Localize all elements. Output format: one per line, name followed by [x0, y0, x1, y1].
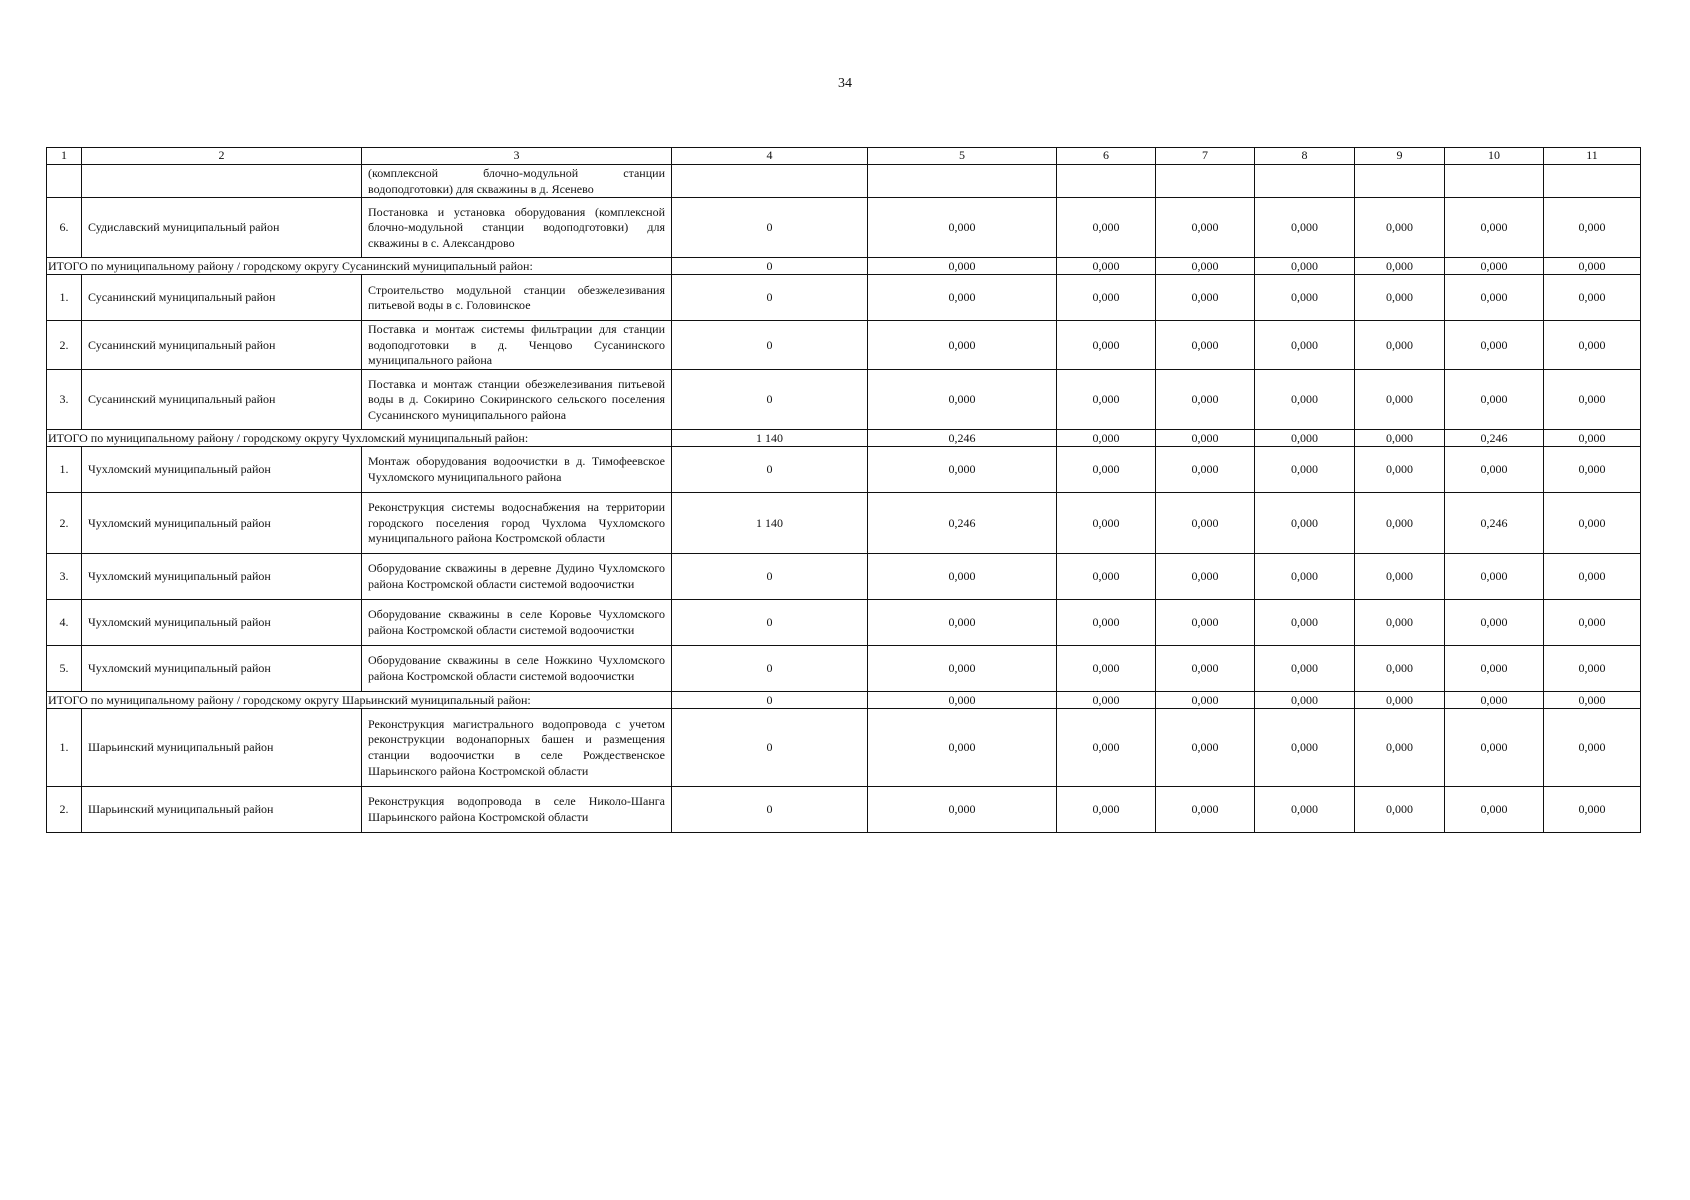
- header-cell: 9: [1355, 148, 1445, 165]
- district-name: Чухломский муниципальный район: [82, 553, 362, 599]
- value-cell: 0,000: [1156, 198, 1255, 258]
- row-number: 1.: [47, 275, 82, 321]
- value-cell: 0,000: [1544, 429, 1641, 446]
- value-cell: 0,000: [1544, 321, 1641, 370]
- value-cell: 1 140: [672, 429, 868, 446]
- value-cell: [1355, 165, 1445, 198]
- row-number: 1.: [47, 708, 82, 786]
- value-cell: 0,000: [1445, 645, 1544, 691]
- value-cell: 0,000: [1544, 258, 1641, 275]
- value-cell: 0,000: [1255, 492, 1355, 553]
- district-name: Сусанинский муниципальный район: [82, 275, 362, 321]
- district-name: Сусанинский муниципальный район: [82, 321, 362, 370]
- value-cell: 0,000: [1544, 198, 1641, 258]
- value-cell: 0,246: [1445, 492, 1544, 553]
- value-cell: 0,000: [1057, 275, 1156, 321]
- budget-table: [46, 147, 1641, 833]
- value-cell: 0,000: [1057, 198, 1156, 258]
- value-cell: [672, 165, 868, 198]
- value-cell: 0,000: [1057, 321, 1156, 370]
- district-name: Чухломский муниципальный район: [82, 446, 362, 492]
- value-cell: [1445, 165, 1544, 198]
- value-cell: 0,246: [868, 429, 1057, 446]
- header-cell: 11: [1544, 148, 1641, 165]
- value-cell: 0,000: [1255, 599, 1355, 645]
- row-number: 3.: [47, 369, 82, 429]
- header-cell: 3: [362, 148, 672, 165]
- value-cell: 0,000: [1355, 258, 1445, 275]
- value-cell: 0,000: [1445, 446, 1544, 492]
- value-cell: 0: [672, 275, 868, 321]
- value-cell: 0,000: [1255, 446, 1355, 492]
- value-cell: 0,000: [1057, 492, 1156, 553]
- header-cell: 1: [47, 148, 82, 165]
- table-row: [47, 708, 1641, 786]
- value-cell: 0,000: [1255, 691, 1355, 708]
- value-cell: 0,000: [1057, 691, 1156, 708]
- district-name: Шарьинский муниципальный район: [82, 708, 362, 786]
- value-cell: 0,000: [868, 553, 1057, 599]
- value-cell: 0,000: [1355, 198, 1445, 258]
- value-cell: 0,000: [1057, 786, 1156, 832]
- value-cell: 0,000: [1355, 691, 1445, 708]
- value-cell: 0,000: [1255, 429, 1355, 446]
- value-cell: 0,000: [1355, 786, 1445, 832]
- value-cell: 0,000: [1355, 321, 1445, 370]
- header-row: [47, 148, 1641, 165]
- value-cell: 0,000: [1156, 446, 1255, 492]
- value-cell: 0,000: [1255, 708, 1355, 786]
- value-cell: 0,000: [868, 275, 1057, 321]
- value-cell: 0,000: [1445, 553, 1544, 599]
- value-cell: 0,000: [868, 198, 1057, 258]
- value-cell: 0,000: [868, 786, 1057, 832]
- value-cell: 0,000: [1445, 369, 1544, 429]
- value-cell: 0: [672, 599, 868, 645]
- table-row: [47, 553, 1641, 599]
- value-cell: 0,000: [1355, 492, 1445, 553]
- value-cell: 0: [672, 369, 868, 429]
- value-cell: 0: [672, 258, 868, 275]
- value-cell: 1 140: [672, 492, 868, 553]
- row-number: 1.: [47, 446, 82, 492]
- value-cell: 0,000: [1445, 691, 1544, 708]
- value-cell: 0,000: [1156, 786, 1255, 832]
- value-cell: 0,000: [1057, 708, 1156, 786]
- header-cell: 8: [1255, 148, 1355, 165]
- value-cell: 0: [672, 708, 868, 786]
- value-cell: 0,000: [1445, 708, 1544, 786]
- header-cell: 5: [868, 148, 1057, 165]
- value-cell: 0,000: [868, 645, 1057, 691]
- value-cell: 0,000: [1355, 708, 1445, 786]
- value-cell: 0,000: [1057, 599, 1156, 645]
- value-cell: 0,000: [1156, 691, 1255, 708]
- row-number: 2.: [47, 786, 82, 832]
- value-cell: 0,000: [1255, 369, 1355, 429]
- value-cell: 0,000: [1255, 553, 1355, 599]
- value-cell: [868, 165, 1057, 198]
- project-description: (комплексной блочно-модульной станции водоподготовки) для скважины в д. Ясенево: [362, 165, 672, 198]
- value-cell: 0,000: [868, 446, 1057, 492]
- value-cell: 0,000: [1355, 599, 1445, 645]
- value-cell: 0,000: [1544, 553, 1641, 599]
- value-cell: 0,000: [1355, 369, 1445, 429]
- district-name: [82, 165, 362, 198]
- value-cell: 0,000: [1355, 645, 1445, 691]
- value-cell: 0,000: [868, 691, 1057, 708]
- project-description: Оборудование скважины в деревне Дудино Чухломского района Костромской области системой водоочистки: [362, 553, 672, 599]
- table-row: [47, 198, 1641, 258]
- value-cell: 0,000: [1057, 429, 1156, 446]
- value-cell: 0: [672, 786, 868, 832]
- value-cell: 0,000: [1355, 275, 1445, 321]
- value-cell: 0,000: [1057, 369, 1156, 429]
- table-row: [47, 165, 1641, 198]
- row-number: 2.: [47, 492, 82, 553]
- value-cell: 0,000: [868, 708, 1057, 786]
- value-cell: 0: [672, 198, 868, 258]
- project-description: Строительство модульной станции обезжелезивания питьевой воды в с. Головинское: [362, 275, 672, 321]
- row-number: 6.: [47, 198, 82, 258]
- total-label: ИТОГО по муниципальному району / городскому округу Шарьинский муниципальный район:: [47, 691, 672, 708]
- project-description: Оборудование скважины в селе Ножкино Чухломского района Костромской области системой водоочистки: [362, 645, 672, 691]
- value-cell: 0,000: [1445, 599, 1544, 645]
- district-name: Судиславский муниципальный район: [82, 198, 362, 258]
- table-row: [47, 321, 1641, 370]
- header-cell: 6: [1057, 148, 1156, 165]
- project-description: Реконструкция магистрального водопровода с учетом реконструкции водонапорных башен и размещения станции водоочистки в селе Рождественское Шарьинского района Костромской области: [362, 708, 672, 786]
- project-description: Поставка и монтаж станции обезжелезивания питьевой воды в д. Сокирино Сокиринского сельского поселения Сусанинского муниципального района: [362, 369, 672, 429]
- district-name: Чухломский муниципальный район: [82, 645, 362, 691]
- value-cell: 0,000: [1057, 553, 1156, 599]
- value-cell: [1544, 165, 1641, 198]
- value-cell: 0,000: [1445, 198, 1544, 258]
- total-row: [47, 258, 1641, 275]
- value-cell: 0,246: [1445, 429, 1544, 446]
- value-cell: 0,000: [1156, 429, 1255, 446]
- table-row: [47, 645, 1641, 691]
- value-cell: 0,000: [1255, 786, 1355, 832]
- value-cell: 0,000: [1544, 691, 1641, 708]
- value-cell: 0,000: [1156, 275, 1255, 321]
- header-cell: 10: [1445, 148, 1544, 165]
- value-cell: 0,000: [1544, 786, 1641, 832]
- value-cell: 0,000: [1544, 369, 1641, 429]
- project-description: Оборудование скважины в селе Коровье Чухломского района Костромской области системой водоочистки: [362, 599, 672, 645]
- value-cell: 0,000: [1156, 492, 1255, 553]
- table-row: [47, 369, 1641, 429]
- district-name: Сусанинский муниципальный район: [82, 369, 362, 429]
- project-description: Монтаж оборудования водоочистки в д. Тимофеевское Чухломского муниципального района: [362, 446, 672, 492]
- total-label: ИТОГО по муниципальному району / городскому округу Сусанинский муниципальный район:: [47, 258, 672, 275]
- table-row: [47, 492, 1641, 553]
- project-description: Реконструкция системы водоснабжения на территории городского поселения город Чухлома Чухломского муниципального района Костромской области: [362, 492, 672, 553]
- value-cell: 0,000: [1057, 446, 1156, 492]
- value-cell: 0,000: [1156, 645, 1255, 691]
- value-cell: 0: [672, 645, 868, 691]
- value-cell: [1156, 165, 1255, 198]
- total-row: [47, 429, 1641, 446]
- value-cell: 0,000: [1544, 708, 1641, 786]
- value-cell: 0,000: [1355, 446, 1445, 492]
- project-description: Поставка и монтаж системы фильтрации для станции водоподготовки в д. Ченцово Сусанинского муниципального района: [362, 321, 672, 370]
- value-cell: 0,000: [1156, 599, 1255, 645]
- table-row: [47, 446, 1641, 492]
- value-cell: 0,000: [1544, 446, 1641, 492]
- value-cell: 0,000: [1445, 321, 1544, 370]
- value-cell: 0,000: [1057, 645, 1156, 691]
- value-cell: 0,000: [1156, 321, 1255, 370]
- value-cell: 0,000: [1445, 786, 1544, 832]
- value-cell: 0,000: [1544, 645, 1641, 691]
- value-cell: 0,000: [1255, 321, 1355, 370]
- value-cell: 0: [672, 446, 868, 492]
- table-row: [47, 599, 1641, 645]
- value-cell: 0,000: [1156, 553, 1255, 599]
- project-description: Реконструкция водопровода в селе Николо-Шанга Шарьинского района Костромской области: [362, 786, 672, 832]
- value-cell: 0,000: [868, 599, 1057, 645]
- value-cell: 0,000: [1255, 198, 1355, 258]
- total-row: [47, 691, 1641, 708]
- value-cell: 0,000: [1544, 599, 1641, 645]
- value-cell: 0,000: [1544, 275, 1641, 321]
- value-cell: 0,000: [1255, 258, 1355, 275]
- table-row: [47, 275, 1641, 321]
- value-cell: 0,000: [868, 258, 1057, 275]
- value-cell: 0,000: [1255, 275, 1355, 321]
- table-row: [47, 786, 1641, 832]
- row-number: 2.: [47, 321, 82, 370]
- page-number: 34: [838, 76, 852, 91]
- district-name: Шарьинский муниципальный район: [82, 786, 362, 832]
- row-number: [47, 165, 82, 198]
- value-cell: 0,000: [1156, 708, 1255, 786]
- value-cell: 0,246: [868, 492, 1057, 553]
- value-cell: 0,000: [1355, 553, 1445, 599]
- header-cell: 4: [672, 148, 868, 165]
- value-cell: 0,000: [1057, 258, 1156, 275]
- row-number: 4.: [47, 599, 82, 645]
- header-cell: 2: [82, 148, 362, 165]
- project-description: Постановка и установка оборудования (комплексной блочно-модульной станции водоподготовки) для скважины в с. Александрово: [362, 198, 672, 258]
- value-cell: [1057, 165, 1156, 198]
- value-cell: 0,000: [1445, 275, 1544, 321]
- header-cell: 7: [1156, 148, 1255, 165]
- value-cell: 0,000: [1255, 645, 1355, 691]
- value-cell: 0,000: [1544, 492, 1641, 553]
- value-cell: 0: [672, 553, 868, 599]
- value-cell: 0: [672, 321, 868, 370]
- value-cell: 0,000: [868, 321, 1057, 370]
- value-cell: 0,000: [1445, 258, 1544, 275]
- value-cell: 0,000: [1355, 429, 1445, 446]
- value-cell: [1255, 165, 1355, 198]
- value-cell: 0,000: [1156, 369, 1255, 429]
- row-number: 3.: [47, 553, 82, 599]
- district-name: Чухломский муниципальный район: [82, 492, 362, 553]
- row-number: 5.: [47, 645, 82, 691]
- value-cell: 0: [672, 691, 868, 708]
- total-label: ИТОГО по муниципальному району / городскому округу Чухломский муниципальный район:: [47, 429, 672, 446]
- value-cell: 0,000: [1156, 258, 1255, 275]
- district-name: Чухломский муниципальный район: [82, 599, 362, 645]
- value-cell: 0,000: [868, 369, 1057, 429]
